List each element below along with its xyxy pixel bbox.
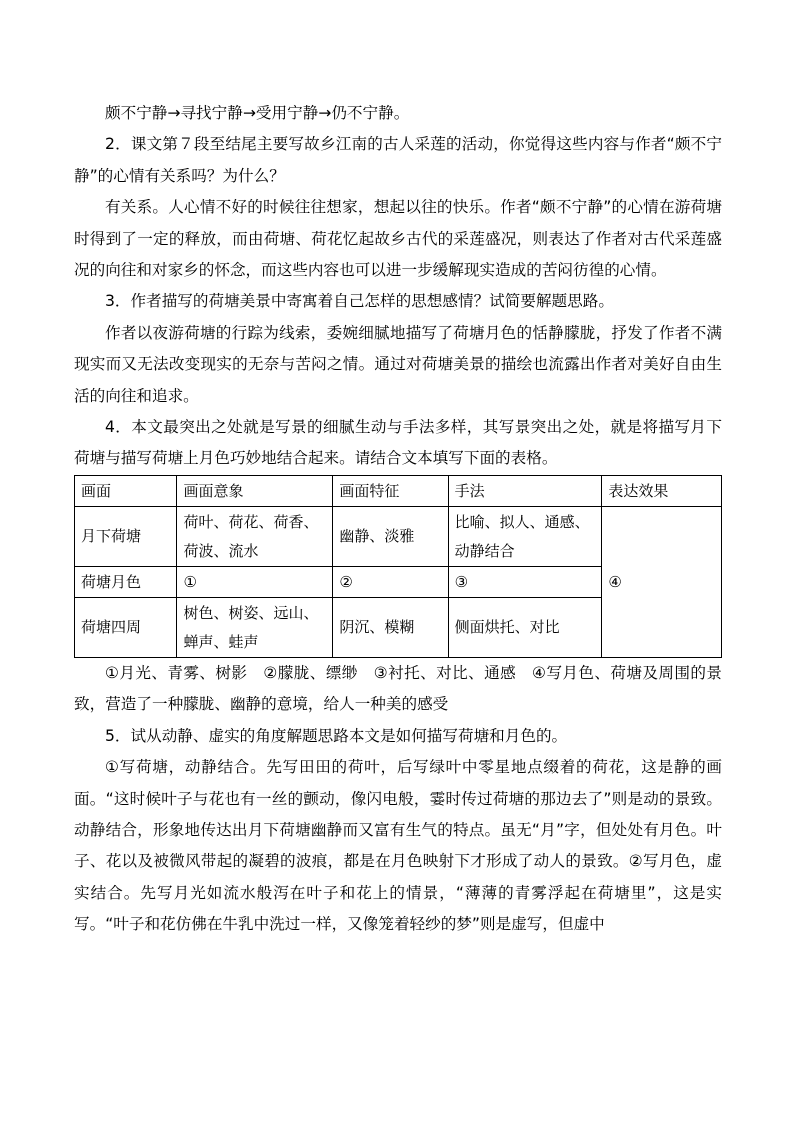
table-header-row: [75, 475, 722, 506]
cell-imagery: 荷叶、荷花、荷香、荷波、流水: [177, 506, 333, 566]
question-5: 5．试从动静、虚实的角度解题思路本文是如何描写荷塘和月色的。: [105, 726, 568, 745]
cell-technique: ③: [448, 566, 602, 597]
question-4: 4．本文最突出之处就是写景的细腻生动与手法多样，其写景突出之处，就是将描写月下荷塘与描写荷塘上月色巧妙地结合起来。请结合文本填写下面的表格。: [74, 418, 722, 468]
cell-effect: ④: [602, 506, 722, 657]
answer-4: ①月光、青雾、树影 ②朦胧、缥缈 ③衬托、对比、通感 ④写月色、荷塘及周围的景致，营造了一种朦胧、幽静的意境，给人一种美的感受: [74, 663, 722, 714]
question-3: 3．作者描写的荷塘美景中寄寓着自己怎样的思想感情？试简要解题思路。: [105, 292, 614, 311]
answer-5: ①写荷塘，动静结合。先写田田的荷叶，后写绿叶中零星地点缀着的荷花，这是静的画面。“这时候叶子与花也有一丝的颤动，像闪电般，霎时传过荷塘的那边去了”则是动的景致。动静结合，形象地传达出月下荷塘幽静而又富有生气的特点。虽无“月”字，但处处有月色。叶子、花以及被微风带起的凝碧的波痕，都是在月色映射下才形成了动人的景致。②写月色，虚实结合。先写月光如流水般泻在叶子和花上的情景，“薄薄的青雾浮起在荷塘里”，这是实写。“叶子和花仿佛在牛乳中洗过一样，又像笼着轻纱的梦”则是虚写，但虚中: [74, 758, 722, 934]
cell-imagery: ①: [177, 566, 333, 597]
table-row: [75, 506, 722, 566]
header-technique: 手法: [448, 475, 602, 506]
document-body: [74, 98, 722, 941]
answer-2: 有关系。人心情不好的时候往往想家，想起以往的快乐。作者“颇不宁静”的心情在游荷塘时得到了一定的释放，而由荷塘、荷花忆起故乡古代的采莲盛况，则表达了作者对古代采莲盛况的向往和对家乡的怀念，而这些内容也可以进一步缓解现实造成的苦闷彷徨的心情。: [74, 198, 722, 280]
answer-3: 作者以夜游荷塘的行踪为线索，委婉细腻地描写了荷塘月色的恬静朦胧，抒发了作者不满现实而又无法改变现实的无奈与苦闷之情。通过对荷塘美景的描绘也流露出作者对美好自由生活的向往和追求。: [74, 323, 722, 405]
scene-table: [74, 475, 722, 658]
header-feature: 画面特征: [333, 475, 448, 506]
header-imagery: 画面意象: [177, 475, 333, 506]
question-2: 2．课文第７段至结尾主要写故乡江南的古人采莲的活动，你觉得这些内容与作者“颇不宁静”的心情有关系吗？为什么？: [74, 135, 722, 185]
header-effect: 表达效果: [602, 475, 722, 506]
cell-technique: 侧面烘托、对比: [448, 597, 602, 657]
sequence-line: 颇不宁静→寻找宁静→受用宁静→仍不宁静。: [105, 104, 410, 122]
cell-feature: 阴沉、模糊: [333, 597, 448, 657]
cell-feature: ②: [333, 566, 448, 597]
header-scene: 画面: [75, 475, 177, 506]
cell-feature: 幽静、淡雅: [333, 506, 448, 566]
cell-scene: 荷塘月色: [75, 566, 177, 597]
cell-imagery: 树色、树姿、远山、蝉声、蛙声: [177, 597, 333, 657]
cell-technique: 比喻、拟人、通感、动静结合: [448, 506, 602, 566]
cell-scene: 荷塘四周: [75, 597, 177, 657]
cell-scene: 月下荷塘: [75, 506, 177, 566]
